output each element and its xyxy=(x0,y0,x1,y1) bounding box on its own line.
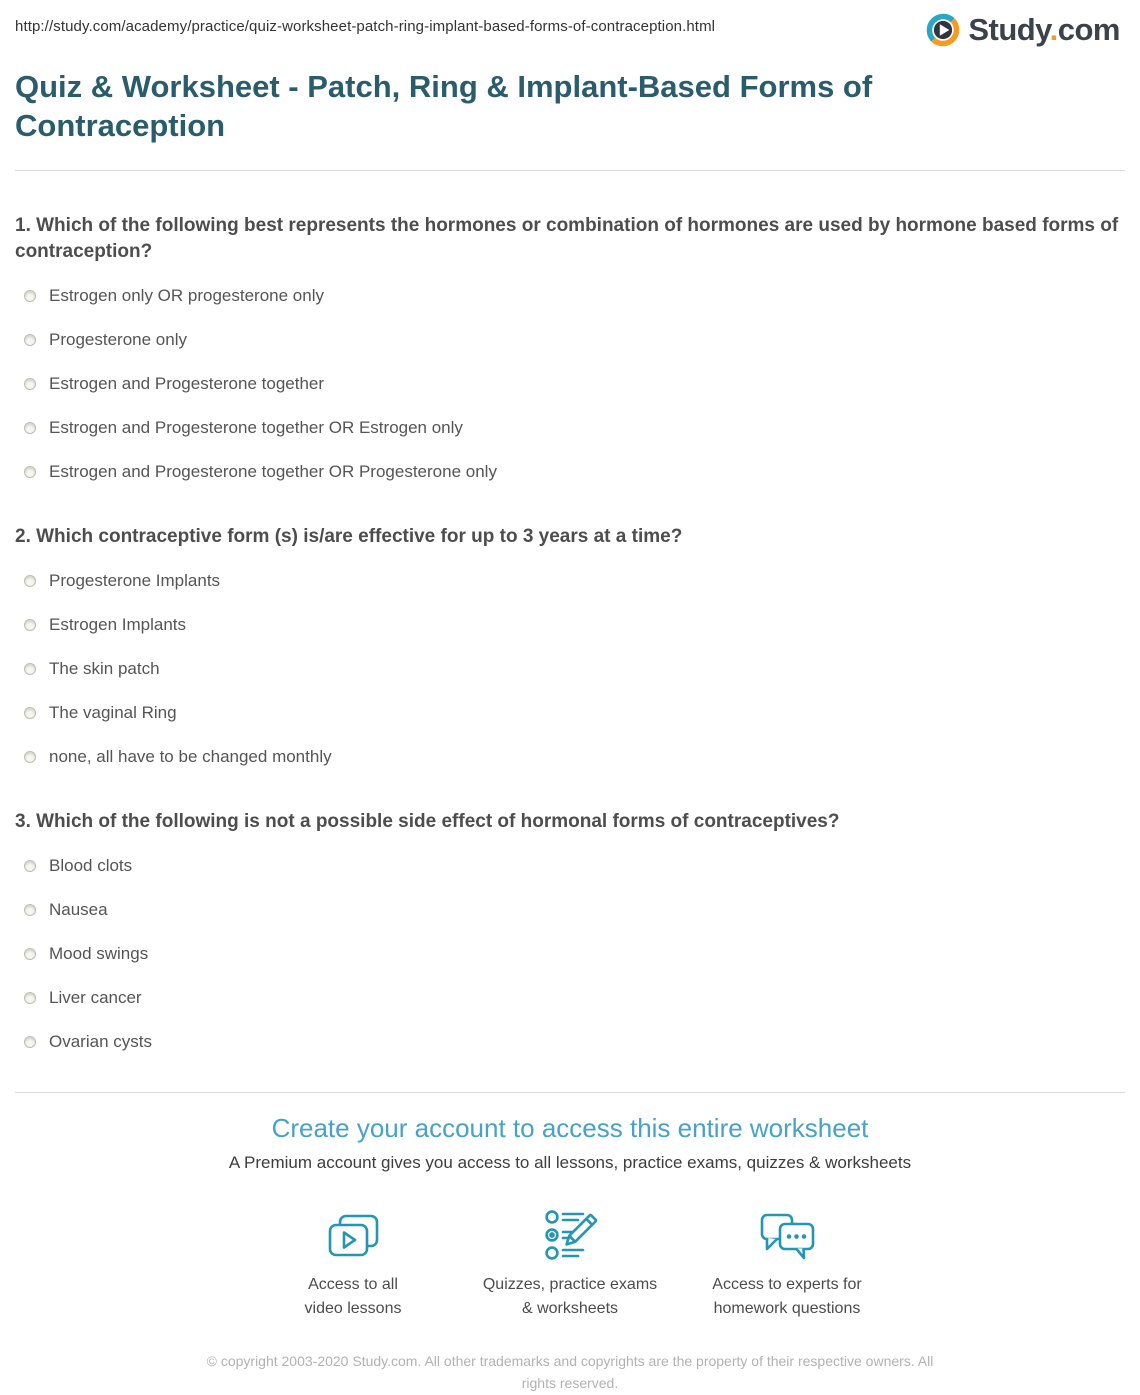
radio-button[interactable] xyxy=(24,334,36,346)
feature-label: Access to all video lessons xyxy=(304,1276,402,1317)
logo-wordmark: Study.com xyxy=(968,12,1120,47)
answer-option[interactable] xyxy=(15,418,1125,438)
option-label[interactable]: none, all have to be changed monthly xyxy=(49,747,332,767)
radio-button[interactable] xyxy=(24,948,36,960)
cta-heading: Create your account to access this entire worksheet xyxy=(271,1113,869,1144)
answer-option[interactable] xyxy=(15,900,1125,920)
radio-button[interactable] xyxy=(24,1036,36,1048)
question-text: 3. Which of the following is not a possible side effect of hormonal forms of contraceptives? xyxy=(15,811,840,833)
question-1 xyxy=(15,213,1125,483)
copyright-notice: © copyright 2003-2020 Study.com. All other trademarks and copyrights are the property of their respective owners. All rights reserved. xyxy=(206,1352,934,1392)
experts-chat-icon xyxy=(757,1205,817,1263)
option-label[interactable]: Estrogen and Progesterone together OR Estrogen only xyxy=(49,418,463,438)
question-3-options xyxy=(15,856,1125,1052)
radio-button[interactable] xyxy=(24,378,36,390)
answer-option[interactable] xyxy=(15,462,1125,482)
quizzes-worksheets-icon xyxy=(542,1205,598,1263)
radio-button[interactable] xyxy=(24,904,36,916)
answer-option[interactable] xyxy=(15,1032,1125,1052)
answer-option[interactable] xyxy=(15,659,1125,679)
option-label[interactable]: Estrogen only OR progesterone only xyxy=(49,286,324,306)
option-label[interactable]: Progesterone Implants xyxy=(49,571,221,591)
option-label[interactable]: The vaginal Ring xyxy=(49,703,177,723)
feature-quizzes xyxy=(462,1205,679,1319)
feature-label: Quizzes, practice exams & worksheets xyxy=(482,1276,658,1317)
radio-button[interactable] xyxy=(24,751,36,763)
radio-button[interactable] xyxy=(24,575,36,587)
page-title: Quiz & Worksheet - Patch, Ring & Implant-Based Forms of Contraception xyxy=(15,69,873,143)
feature-experts xyxy=(679,1205,896,1319)
answer-option[interactable] xyxy=(15,330,1125,350)
video-lessons-icon xyxy=(324,1205,382,1263)
option-label[interactable]: Progesterone only xyxy=(49,330,187,350)
question-2 xyxy=(15,524,1125,767)
feature-label: Access to experts for homework questions xyxy=(712,1276,862,1317)
study-logo[interactable] xyxy=(925,12,1125,48)
cta-section xyxy=(15,1113,1125,1173)
radio-button[interactable] xyxy=(24,707,36,719)
answer-option[interactable] xyxy=(15,944,1125,964)
question-1-options xyxy=(15,286,1125,482)
question-3 xyxy=(15,809,1125,1052)
cta-divider xyxy=(15,1092,1125,1093)
option-label[interactable]: Ovarian cysts xyxy=(49,1032,152,1052)
feature-video-lessons xyxy=(245,1205,462,1319)
answer-option[interactable] xyxy=(15,374,1125,394)
radio-button[interactable] xyxy=(24,860,36,872)
page-header xyxy=(15,0,1125,48)
radio-button[interactable] xyxy=(24,663,36,675)
answer-option[interactable] xyxy=(15,747,1125,767)
option-label[interactable]: Estrogen and Progesterone together xyxy=(49,374,325,394)
question-2-options xyxy=(15,571,1125,767)
answer-option[interactable] xyxy=(15,615,1125,635)
radio-button[interactable] xyxy=(24,422,36,434)
option-label[interactable]: Mood swings xyxy=(49,944,149,964)
radio-button[interactable] xyxy=(24,466,36,478)
title-divider xyxy=(15,170,1125,171)
cta-subheading: A Premium account gives you access to all lessons, practice exams, quizzes & worksheets xyxy=(228,1153,912,1173)
option-label[interactable]: Nausea xyxy=(49,900,108,920)
option-label[interactable]: The skin patch xyxy=(49,659,160,679)
answer-option[interactable] xyxy=(15,856,1125,876)
play-circle-icon xyxy=(925,12,961,48)
option-label[interactable]: Liver cancer xyxy=(49,988,142,1008)
option-label[interactable]: Blood clots xyxy=(49,856,133,876)
question-text: 2. Which contraceptive form (s) is/are effective for up to 3 years at a time? xyxy=(15,526,683,548)
radio-button[interactable] xyxy=(24,619,36,631)
answer-option[interactable] xyxy=(15,286,1125,306)
answer-option[interactable] xyxy=(15,703,1125,723)
option-label[interactable]: Estrogen Implants xyxy=(49,615,187,635)
answer-option[interactable] xyxy=(15,988,1125,1008)
radio-button[interactable] xyxy=(24,992,36,1004)
page-url: http://study.com/academy/practice/quiz-worksheet-patch-ring-implant-based-forms-of-contraception.html xyxy=(15,18,716,35)
question-text: 1. Which of the following best represents the hormones or combination of hormones are used by hormone based forms of contraception? xyxy=(15,214,1119,263)
features-row xyxy=(15,1205,1125,1319)
option-label[interactable]: Estrogen and Progesterone together OR Progesterone only xyxy=(49,462,497,482)
answer-option[interactable] xyxy=(15,571,1125,591)
radio-button[interactable] xyxy=(24,290,36,302)
